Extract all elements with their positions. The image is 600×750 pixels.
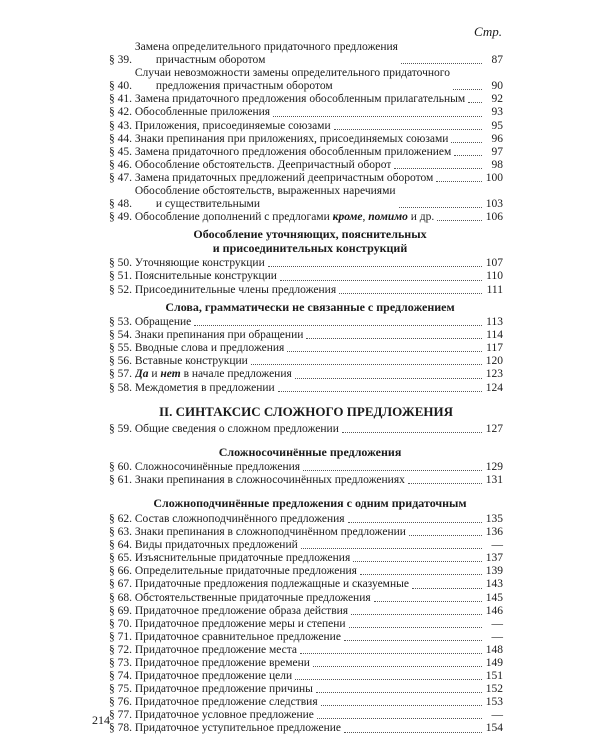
entry-number: § 55. xyxy=(109,342,132,355)
leader-dots xyxy=(273,114,482,117)
entry-title: Придаточное уступительное предложение xyxy=(134,722,342,735)
section-heading-compound: Сложносочинённые предложения xyxy=(218,444,402,459)
table-of-contents xyxy=(109,41,503,736)
leader-dots xyxy=(313,664,482,667)
toc-entry xyxy=(109,355,503,368)
entry-page: 124 xyxy=(485,381,503,394)
leader-dots xyxy=(454,153,482,156)
leader-dots xyxy=(437,218,482,221)
toc-entry xyxy=(109,552,503,565)
leader-dots xyxy=(344,730,482,733)
keyword-pomimo: помимо xyxy=(368,211,408,224)
entry-number: § 40. xyxy=(109,80,132,93)
entry-page: 136 xyxy=(485,526,503,539)
entry-title: Придаточное предложение меры и степени xyxy=(134,617,346,630)
leader-dots xyxy=(295,376,482,379)
toc-entry xyxy=(109,342,503,355)
toc-entry xyxy=(109,329,503,342)
toc-entry xyxy=(109,526,503,539)
leader-dots xyxy=(394,166,482,169)
entry-number: § 65. xyxy=(109,552,132,565)
entry-number: § 53. xyxy=(109,316,132,329)
toc-entry xyxy=(109,257,503,270)
toc-entry xyxy=(109,683,503,696)
toc-entry xyxy=(109,592,503,605)
entry-number: § 41. xyxy=(109,93,132,106)
entry-title: Уточняющие конструкции xyxy=(134,257,265,270)
entry-number: § 63. xyxy=(109,526,132,539)
leader-dots xyxy=(401,61,482,64)
leader-dots xyxy=(301,546,482,549)
entry-number: § 62. xyxy=(109,512,132,525)
entry-page: 100 xyxy=(485,171,503,184)
entry-page: 107 xyxy=(485,257,503,270)
entry-page: 111 xyxy=(486,283,503,296)
leader-dots xyxy=(360,572,482,575)
entry-number: § 46. xyxy=(109,158,132,171)
leader-dots xyxy=(353,559,482,562)
leader-dots xyxy=(251,362,482,365)
entry-page: — xyxy=(491,539,503,552)
leader-dots xyxy=(344,638,482,641)
entry-title: Случаи невозможности замены определительного придаточного предложения причастным оборотом xyxy=(134,67,450,93)
leader-dots xyxy=(316,690,482,693)
toc-entry xyxy=(109,172,503,185)
entry-number: § 72. xyxy=(109,643,132,656)
entry-number: § 49. xyxy=(109,211,132,224)
entry-title: Да и нет в начале предложения xyxy=(134,368,292,381)
entry-title: Виды придаточных предложений xyxy=(134,539,298,552)
entry-page: 97 xyxy=(491,145,503,158)
entry-title: Обособление обстоятельств. Деепричастный оборот xyxy=(134,158,392,171)
entry-number: § 69. xyxy=(109,604,132,617)
toc-entry xyxy=(109,539,503,552)
leader-dots xyxy=(436,179,482,182)
entry-title: Придаточное условное предложение xyxy=(134,709,314,722)
entry-page: 146 xyxy=(485,604,503,617)
entry-title: Присоединительные члены предложения xyxy=(134,283,337,296)
entry-title: Сложносочинённые предложения xyxy=(134,461,301,474)
entry-title: Замена придаточных предложений деепричастным оборотом xyxy=(134,171,434,184)
leader-dots xyxy=(334,127,482,130)
entry-page: 152 xyxy=(485,683,503,696)
entry-page: 93 xyxy=(491,106,503,119)
leader-dots xyxy=(303,468,482,471)
leader-dots xyxy=(300,651,482,654)
entry-title: Придаточное предложение следствия xyxy=(134,696,318,709)
entry-number: § 48. xyxy=(109,198,132,211)
entry-title: Обращение xyxy=(134,316,192,329)
entry-page: 106 xyxy=(485,211,503,224)
entry-title: Придаточное предложение цели xyxy=(134,670,293,683)
toc-entry xyxy=(109,722,503,735)
leader-dots xyxy=(306,336,482,339)
entry-number: § 60. xyxy=(109,461,132,474)
toc-entry xyxy=(109,41,503,67)
entry-title: Придаточное предложение места xyxy=(134,643,298,656)
entry-page: 148 xyxy=(485,643,503,656)
entry-number: § 39. xyxy=(109,54,132,67)
toc-entry xyxy=(109,709,503,722)
leader-dots xyxy=(451,140,482,143)
toc-entry-57 xyxy=(109,368,503,381)
leader-dots xyxy=(280,278,482,281)
entry-page: — xyxy=(491,617,503,630)
leader-dots xyxy=(408,481,482,484)
entry-page: 153 xyxy=(485,696,503,709)
entry-title: Обособленные приложения xyxy=(134,106,271,119)
entry-title: Придаточное предложение причины xyxy=(134,683,313,696)
entry-title: Общие сведения о сложном предложении xyxy=(134,422,339,435)
leader-dots xyxy=(317,716,482,719)
toc-entry-58 xyxy=(109,382,503,395)
toc-section-block4 xyxy=(109,461,503,487)
toc-entry xyxy=(109,644,503,657)
toc-section-block3 xyxy=(109,316,503,368)
entry-number: § 75. xyxy=(109,683,132,696)
entry-page: 120 xyxy=(485,355,503,368)
leader-dots xyxy=(194,323,482,326)
keyword-net: нет xyxy=(160,368,181,381)
toc-entry xyxy=(109,67,503,93)
entry-page: 103 xyxy=(485,198,503,211)
entry-title: Замена определительного придаточного предложения причастным оборотом xyxy=(134,41,398,67)
toc-entry xyxy=(109,185,503,211)
entry-title: Придаточное предложение образа действия xyxy=(134,604,349,617)
toc-entry xyxy=(109,284,503,297)
entry-number: § 73. xyxy=(109,656,132,669)
entry-title: Обособление дополнений с предлогами кроме, помимо и др. xyxy=(134,211,435,224)
entry-title: Пояснительные конструкции xyxy=(134,270,277,283)
entry-number: § 51. xyxy=(109,270,132,283)
entry-number: § 59. xyxy=(109,422,132,435)
toc-entry xyxy=(109,106,503,119)
toc-entry xyxy=(109,316,503,329)
toc-entry xyxy=(109,133,503,146)
leader-dots xyxy=(412,586,482,589)
leader-dots xyxy=(399,205,483,208)
section-heading-complex-one-clause: Сложноподчинённые предложения с одним придаточным xyxy=(153,496,467,511)
entry-number: § 52. xyxy=(109,283,132,296)
entry-number: § 71. xyxy=(109,630,132,643)
entry-page: 123 xyxy=(485,368,503,381)
entry-page: 154 xyxy=(485,722,503,735)
toc-entry xyxy=(109,461,503,474)
toc-entry xyxy=(109,93,503,106)
entry-page: 151 xyxy=(485,670,503,683)
entry-number: § 56. xyxy=(109,355,132,368)
entry-number: § 45. xyxy=(109,145,132,158)
entry-page: 90 xyxy=(491,80,503,93)
entry-title: Замена придаточного предложения обособленным прилагательным xyxy=(134,93,466,106)
entry-page: 117 xyxy=(486,342,503,355)
entry-title: Изъяснительные придаточные предложения xyxy=(134,552,351,565)
leader-dots xyxy=(339,291,482,294)
toc-entry-59 xyxy=(109,423,503,436)
entry-title: Обстоятельственные придаточные предложения xyxy=(134,591,371,604)
toc-section-block2 xyxy=(109,257,503,296)
entry-number: § 74. xyxy=(109,670,132,683)
entry-number: § 50. xyxy=(109,257,132,270)
toc-entry xyxy=(109,513,503,526)
entry-page: — xyxy=(491,630,503,643)
leader-dots xyxy=(351,612,482,615)
entry-number: § 68. xyxy=(109,591,132,604)
entry-title: Вставные конструкции xyxy=(134,355,248,368)
entry-title: Придаточное предложение времени xyxy=(134,656,310,669)
leader-dots xyxy=(278,389,482,392)
keyword-da: Да xyxy=(134,368,149,381)
entry-page: 114 xyxy=(486,329,503,342)
leader-dots xyxy=(374,599,482,602)
entry-page: 145 xyxy=(485,591,503,604)
leader-dots xyxy=(348,520,482,523)
entry-number: § 47. xyxy=(109,171,132,184)
toc-entry xyxy=(109,474,503,487)
keyword-krome: кроме xyxy=(332,211,363,224)
part-heading-complex-sentence: II. СИНТАКСИС СЛОЖНОГО ПРЕДЛОЖЕНИЯ xyxy=(158,403,454,419)
toc-entry xyxy=(109,159,503,172)
toc-entry xyxy=(109,657,503,670)
entry-number: § 61. xyxy=(109,474,132,487)
entry-number: § 57. xyxy=(109,368,132,381)
entry-page: 137 xyxy=(485,552,503,565)
entry-page: 127 xyxy=(485,422,503,435)
entry-title: Придаточное сравнительное предложение xyxy=(134,630,341,643)
entry-title: Знаки препинания в сложноподчинённом предложении xyxy=(134,526,406,539)
entry-page: 149 xyxy=(485,656,503,669)
entry-title: Состав сложноподчинённого предложения xyxy=(134,512,345,525)
entry-page: 139 xyxy=(485,565,503,578)
toc-entry xyxy=(109,578,503,591)
toc-entry xyxy=(109,270,503,283)
entry-number: § 66. xyxy=(109,565,132,578)
toc-section-block5 xyxy=(109,513,503,736)
entry-title: Междометия в предложении xyxy=(134,381,275,394)
entry-title: Знаки препинания при обращении xyxy=(134,329,304,342)
leader-dots xyxy=(287,349,482,352)
leader-dots xyxy=(342,430,482,433)
entry-title: Приложения, присоединяемые союзами xyxy=(134,119,331,132)
entry-page: 131 xyxy=(485,474,503,487)
toc-entry xyxy=(109,146,503,159)
section-heading-unrelated-words: Слова, грамматически не связанные с предложением xyxy=(165,299,455,314)
entry-title: Вводные слова и предложения xyxy=(134,342,285,355)
entry-number: § 54. xyxy=(109,329,132,342)
toc-entry xyxy=(109,631,503,644)
entry-page: — xyxy=(491,709,503,722)
entry-number: § 76. xyxy=(109,696,132,709)
entry-page: 113 xyxy=(486,316,503,329)
leader-dots xyxy=(468,100,482,103)
entry-number: § 42. xyxy=(109,106,132,119)
entry-page: 95 xyxy=(491,119,503,132)
leader-dots xyxy=(409,533,482,536)
entry-page: 110 xyxy=(486,270,503,283)
entry-number: § 77. xyxy=(109,709,132,722)
entry-page: 129 xyxy=(485,461,503,474)
entry-title: Замена придаточного предложения обособленным приложением xyxy=(134,145,452,158)
entry-title: Знаки препинания при приложениях, присоединяемых союзами xyxy=(134,132,449,145)
leader-dots xyxy=(321,703,482,706)
entry-number: § 70. xyxy=(109,617,132,630)
entry-number: § 67. xyxy=(109,578,132,591)
entry-page: 96 xyxy=(491,132,503,145)
entry-page: 143 xyxy=(485,578,503,591)
page-column-label: Стр. xyxy=(474,24,502,39)
page-number: 214 xyxy=(92,713,110,727)
toc-entry xyxy=(109,618,503,631)
entry-page: 92 xyxy=(491,93,503,106)
entry-page: 135 xyxy=(485,512,503,525)
entry-title: Определительные придаточные предложения xyxy=(134,565,357,578)
entry-page: 98 xyxy=(491,158,503,171)
entry-number: § 58. xyxy=(109,381,132,394)
entry-title: Знаки препинания в сложносочинённых предложениях xyxy=(134,474,405,487)
toc-entry-49 xyxy=(109,211,503,224)
leader-dots xyxy=(349,625,482,628)
toc-entry xyxy=(109,120,503,133)
leader-dots xyxy=(295,677,482,680)
toc-entry xyxy=(109,670,503,683)
entry-number: § 64. xyxy=(109,539,132,552)
toc-entry xyxy=(109,696,503,709)
entry-number: § 43. xyxy=(109,119,132,132)
entry-page: 87 xyxy=(491,54,503,67)
entry-number: § 44. xyxy=(109,132,132,145)
entry-number: § 78. xyxy=(109,722,132,735)
toc-entry xyxy=(109,565,503,578)
section-heading-clarifying: Обособление уточняющих, пояснительных и присоединительных конструкций xyxy=(193,227,427,255)
toc-entry xyxy=(109,605,503,618)
toc-section-block1 xyxy=(109,41,503,211)
entry-title: Придаточные предложения подлежащные и сказуемные xyxy=(134,578,409,591)
leader-dots xyxy=(268,264,482,267)
leader-dots xyxy=(453,87,482,90)
entry-title: Обособление обстоятельств, выраженных наречиями и существительными xyxy=(134,185,396,211)
